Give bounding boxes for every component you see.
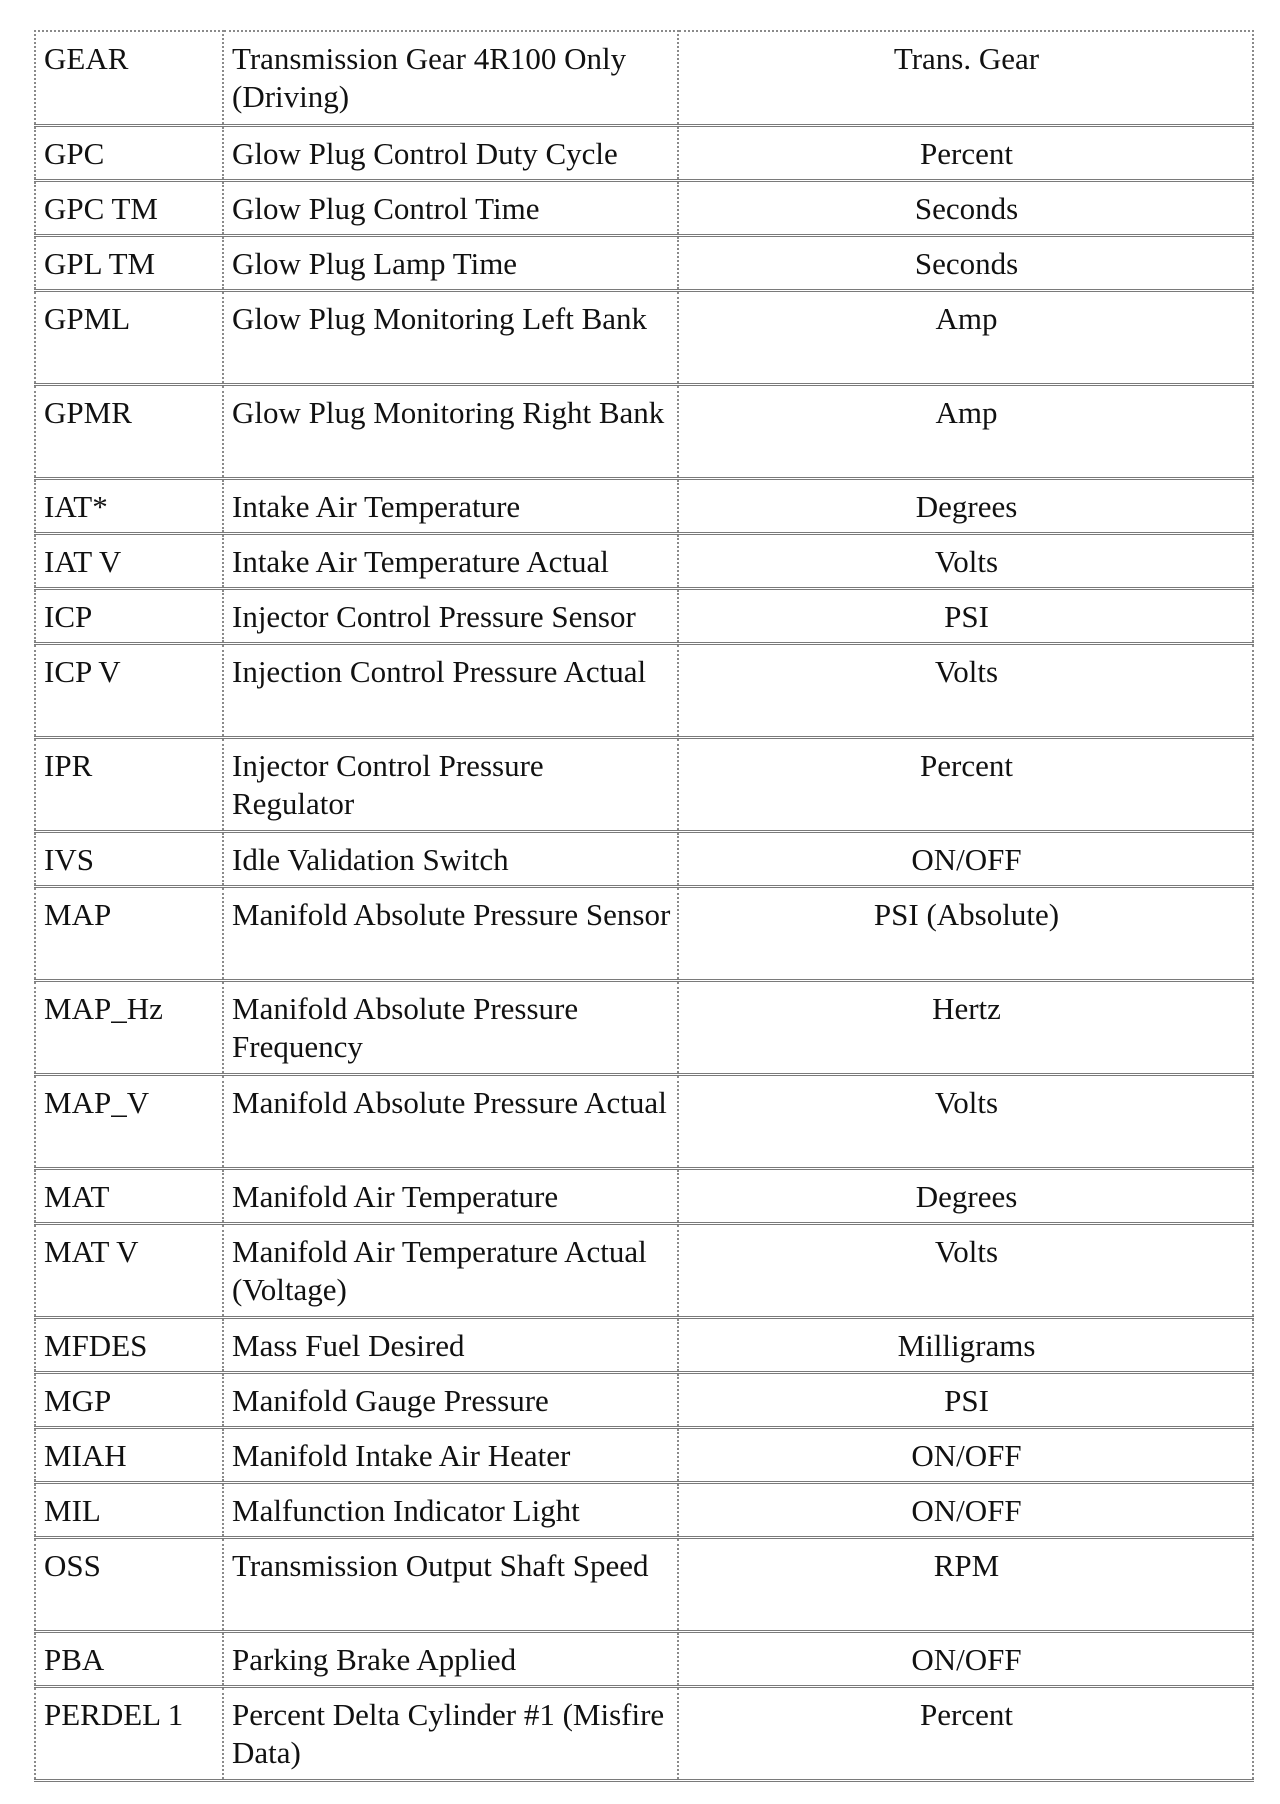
parameter-description: Manifold Absolute Pressure Actual	[223, 1074, 678, 1168]
parameter-unit: Seconds	[678, 180, 1253, 235]
parameter-description: Idle Validation Switch	[223, 831, 678, 886]
parameter-description: Transmission Output Shaft Speed	[223, 1537, 678, 1631]
parameter-description: Intake Air Temperature Actual	[223, 533, 678, 588]
parameter-unit: Amp	[678, 384, 1253, 478]
table-row	[35, 31, 1253, 125]
parameter-code: MAP_Hz	[35, 980, 223, 1074]
parameter-code: IAT V	[35, 533, 223, 588]
parameter-unit: Degrees	[678, 1168, 1253, 1223]
document-page	[34, 30, 1252, 1782]
table-row	[35, 1427, 1253, 1482]
parameter-description: Malfunction Indicator Light	[223, 1482, 678, 1537]
parameter-unit: RPM	[678, 1537, 1253, 1631]
parameter-description: Glow Plug Monitoring Right Bank	[223, 384, 678, 478]
parameter-code: MAT V	[35, 1223, 223, 1317]
parameter-description: Glow Plug Lamp Time	[223, 235, 678, 290]
parameter-unit: ON/OFF	[678, 1482, 1253, 1537]
parameter-code: MAP	[35, 886, 223, 980]
table-row	[35, 180, 1253, 235]
table-row	[35, 235, 1253, 290]
parameter-description: Intake Air Temperature	[223, 478, 678, 533]
table-row	[35, 980, 1253, 1074]
parameter-unit: Amp	[678, 290, 1253, 384]
parameter-code: GEAR	[35, 31, 223, 125]
parameter-description: Injector Control Pressure Regulator	[223, 737, 678, 831]
parameter-unit: Percent	[678, 737, 1253, 831]
parameter-unit: Percent	[678, 125, 1253, 180]
parameter-code: MIAH	[35, 1427, 223, 1482]
parameter-unit: Degrees	[678, 478, 1253, 533]
table-row	[35, 1482, 1253, 1537]
parameter-code: IAT*	[35, 478, 223, 533]
parameter-code: IPR	[35, 737, 223, 831]
parameter-description: Manifold Absolute Pressure Sensor	[223, 886, 678, 980]
parameter-description: Manifold Gauge Pressure	[223, 1372, 678, 1427]
parameter-unit: PSI	[678, 1372, 1253, 1427]
table-row	[35, 886, 1253, 980]
table-row	[35, 1223, 1253, 1317]
parameter-unit: Seconds	[678, 235, 1253, 290]
parameter-unit: Volts	[678, 533, 1253, 588]
parameter-unit: Trans. Gear	[678, 31, 1253, 125]
table-row	[35, 478, 1253, 533]
parameter-code: GPC	[35, 125, 223, 180]
parameter-code: OSS	[35, 1537, 223, 1631]
parameter-code: GPL TM	[35, 235, 223, 290]
parameter-unit: Percent	[678, 1686, 1253, 1780]
table-row	[35, 125, 1253, 180]
parameter-description: Mass Fuel Desired	[223, 1317, 678, 1372]
table-row	[35, 737, 1253, 831]
parameter-code: PERDEL 1	[35, 1686, 223, 1780]
parameter-unit: ON/OFF	[678, 1631, 1253, 1686]
parameter-unit: Volts	[678, 1074, 1253, 1168]
table-row	[35, 1372, 1253, 1427]
parameter-unit: ON/OFF	[678, 1427, 1253, 1482]
parameter-code: ICP	[35, 588, 223, 643]
parameter-unit: PSI (Absolute)	[678, 886, 1253, 980]
parameter-unit: Milligrams	[678, 1317, 1253, 1372]
table-row	[35, 533, 1253, 588]
parameter-code: MFDES	[35, 1317, 223, 1372]
parameter-unit: Hertz	[678, 980, 1253, 1074]
table-row	[35, 384, 1253, 478]
parameter-description: Manifold Intake Air Heater	[223, 1427, 678, 1482]
parameter-code: MGP	[35, 1372, 223, 1427]
table-row	[35, 1537, 1253, 1631]
table-row	[35, 1631, 1253, 1686]
parameter-code: GPML	[35, 290, 223, 384]
parameter-code: MIL	[35, 1482, 223, 1537]
table-row	[35, 643, 1253, 737]
parameter-description: Glow Plug Control Time	[223, 180, 678, 235]
parameter-code: GPMR	[35, 384, 223, 478]
parameter-description: Glow Plug Control Duty Cycle	[223, 125, 678, 180]
parameter-description: Percent Delta Cylinder #1 (Misfire Data)	[223, 1686, 678, 1780]
table-row	[35, 1168, 1253, 1223]
parameter-description: Injector Control Pressure Sensor	[223, 588, 678, 643]
parameter-code: ICP V	[35, 643, 223, 737]
parameter-description: Parking Brake Applied	[223, 1631, 678, 1686]
parameter-description: Manifold Air Temperature	[223, 1168, 678, 1223]
table-row	[35, 1317, 1253, 1372]
parameter-unit: Volts	[678, 1223, 1253, 1317]
parameter-code: MAT	[35, 1168, 223, 1223]
parameter-code: MAP_V	[35, 1074, 223, 1168]
parameter-code: GPC TM	[35, 180, 223, 235]
parameter-code: PBA	[35, 1631, 223, 1686]
parameter-code: IVS	[35, 831, 223, 886]
parameter-unit: Volts	[678, 643, 1253, 737]
parameter-description: Transmission Gear 4R100 Only (Driving)	[223, 31, 678, 125]
table-row	[35, 1686, 1253, 1780]
parameter-table	[34, 30, 1254, 1782]
table-row	[35, 1074, 1253, 1168]
parameter-description: Manifold Air Temperature Actual (Voltage)	[223, 1223, 678, 1317]
parameter-description: Injection Control Pressure Actual	[223, 643, 678, 737]
parameter-unit: ON/OFF	[678, 831, 1253, 886]
parameter-unit: PSI	[678, 588, 1253, 643]
parameter-description: Manifold Absolute Pressure Frequency	[223, 980, 678, 1074]
table-row	[35, 588, 1253, 643]
parameter-description: Glow Plug Monitoring Left Bank	[223, 290, 678, 384]
table-row	[35, 290, 1253, 384]
table-row	[35, 831, 1253, 886]
